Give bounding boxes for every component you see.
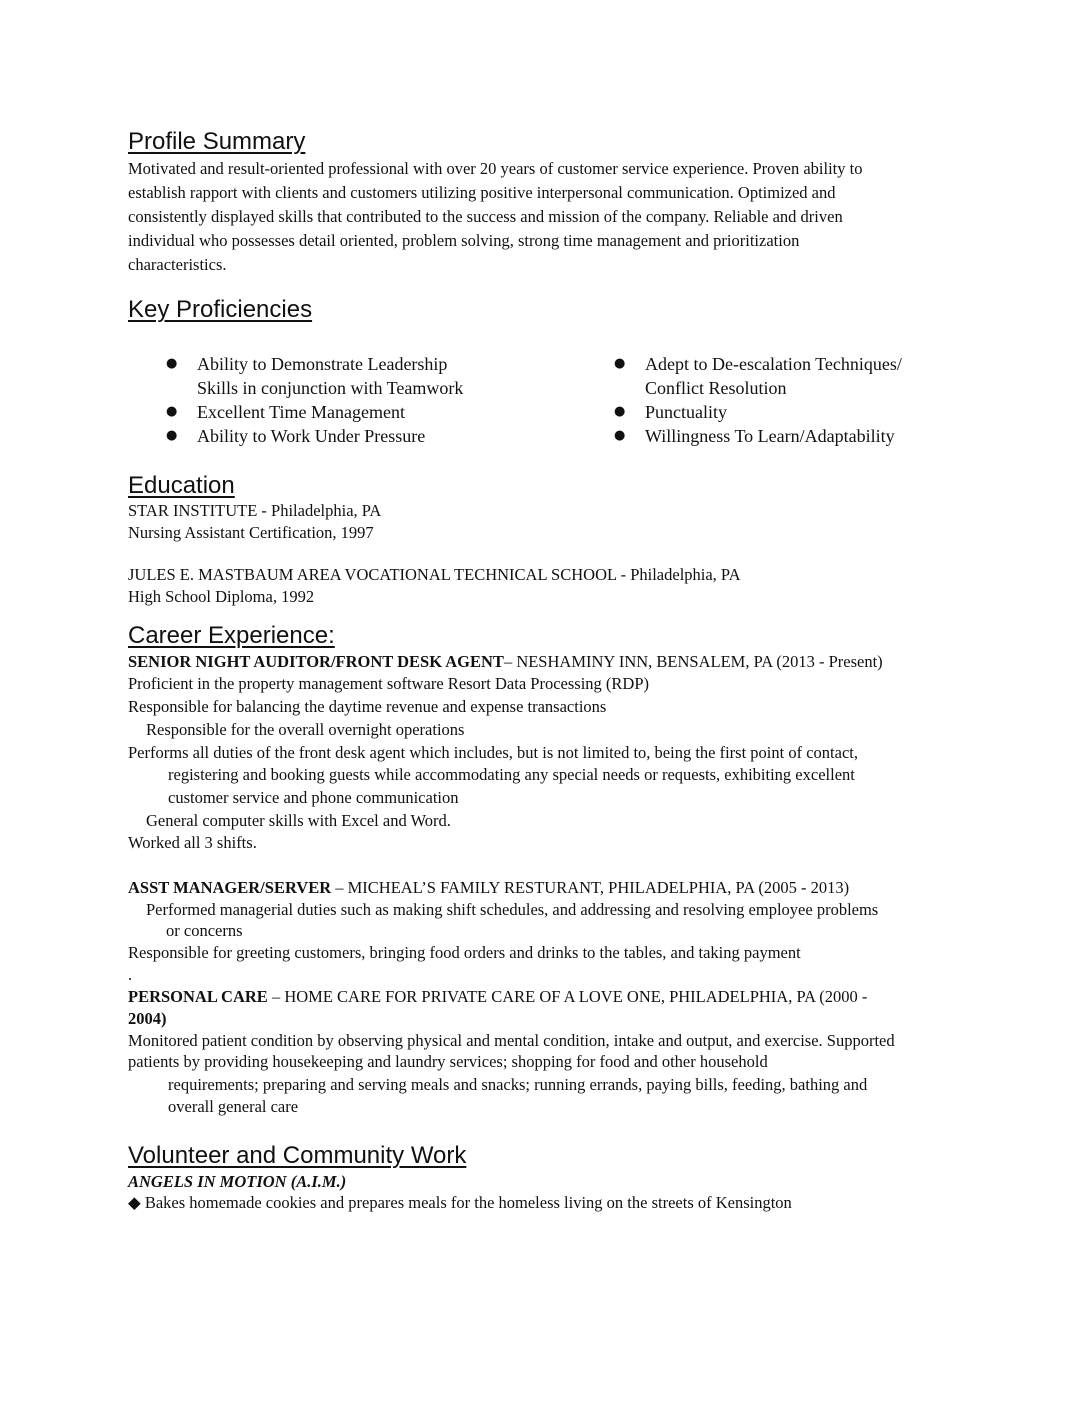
volunteer-org: ANGELS IN MOTION (A.I.M.) [128, 1172, 347, 1191]
bullet-icon: ● [166, 356, 178, 371]
job-duty-cont: registering and booking guests while accommodating any special needs or requests, exhibiting excellent [168, 765, 855, 784]
job-duty-cont: customer service and phone communication [168, 788, 459, 807]
job-employer: – HOME CARE FOR PRIVATE CARE OF A LOVE ONE, PHILADELPHIA, PA (2000 - [267, 987, 868, 1006]
job-duty: Performed managerial duties such as making shift schedules, and addressing and resolving employee problems [146, 900, 879, 919]
proficiency-item: Willingness To Learn/Adaptability [645, 426, 895, 446]
education-school-1: STAR INSTITUTE - Philadelphia, PA [128, 501, 382, 520]
job-employer: – MICHEAL’S FAMILY RESTURANT, PHILADELPHIA, PA (2005 - 2013) [331, 878, 850, 897]
bullet-icon: ● [166, 428, 178, 443]
proficiency-item: Adept to De-escalation Techniques/ [645, 354, 902, 374]
job-title: SENIOR NIGHT AUDITOR/FRONT DESK AGENT [128, 652, 504, 671]
proficiency-item-cont: Conflict Resolution [645, 378, 787, 398]
job-header [128, 651, 883, 673]
job-duty: Worked all 3 shifts. [128, 833, 257, 852]
job-duty-cont: requirements; preparing and serving meals and snacks; running errands, paying bills, feeding, bathing and [168, 1075, 868, 1094]
job-duty: Monitored patient condition by observing physical and mental condition, intake and output, and exercise. Supported [128, 1031, 895, 1050]
job-duty: Proficient in the property management software Resort Data Processing (RDP) [128, 674, 649, 693]
proficiency-item: Ability to Demonstrate Leadership [197, 354, 448, 374]
volunteer-item: ◆ Bakes homemade cookies and prepares meals for the homeless living on the streets of Kensington [128, 1193, 792, 1212]
job-title: ASST MANAGER/SERVER [128, 878, 332, 897]
stray-period: . [128, 965, 133, 984]
education-heading: Education [128, 472, 235, 499]
bullet-icon: ● [614, 428, 626, 443]
proficiency-item: Excellent Time Management [197, 402, 405, 422]
profile-summary-heading: Profile Summary [128, 128, 306, 155]
job-title: PERSONAL CARE [128, 987, 268, 1006]
job-header-cont: 2004) [128, 1009, 167, 1028]
education-cert-1: Nursing Assistant Certification, 1997 [128, 523, 374, 542]
job-duty-cont: overall general care [168, 1097, 299, 1116]
job-header [128, 877, 849, 899]
job-duty: patients by providing housekeeping and laundry services; shopping for food and other household [128, 1052, 768, 1071]
education-cert-2: High School Diploma, 1992 [128, 587, 315, 606]
bullet-icon: ● [614, 356, 626, 371]
proficiency-item: Ability to Work Under Pressure [197, 426, 426, 446]
profile-line: consistently displayed skills that contributed to the success and mission of the company. Reliable and driven [128, 207, 843, 226]
proficiency-item-cont: Skills in conjunction with Teamwork [197, 378, 464, 398]
job-header [128, 986, 867, 1008]
job-duty: Responsible for greeting customers, bringing food orders and drinks to the tables, and taking payment [128, 943, 801, 962]
profile-line: Motivated and result-oriented professional with over 20 years of customer service experience. Proven ability to [128, 159, 863, 178]
job-duty: Responsible for the overall overnight operations [146, 720, 465, 739]
bullet-icon: ● [614, 404, 626, 419]
profile-summary-text [128, 157, 958, 277]
profile-line: establish rapport with clients and customers utilizing positive interpersonal communication. Optimized and [128, 183, 836, 202]
profile-line: characteristics. [128, 255, 227, 274]
job-duty: Responsible for balancing the daytime revenue and expense transactions [128, 697, 607, 716]
bullet-icon: ● [166, 404, 178, 419]
profile-line: individual who possesses detail oriented, problem solving, strong time management and prioritization [128, 231, 800, 250]
job-duty: General computer skills with Excel and Word. [146, 811, 451, 830]
career-experience-heading: Career Experience: [128, 622, 335, 649]
education-school-2: JULES E. MASTBAUM AREA VOCATIONAL TECHNICAL SCHOOL - Philadelphia, PA [128, 565, 741, 584]
proficiency-item: Punctuality [645, 402, 727, 422]
volunteer-heading: Volunteer and Community Work [128, 1142, 467, 1169]
job-duty-cont: or concerns [166, 921, 243, 940]
job-duty: Performs all duties of the front desk agent which includes, but is not limited to, being the first point of contact, [128, 743, 858, 762]
key-proficiencies-heading: Key Proficiencies [128, 296, 313, 323]
job-employer: – NESHAMINY INN, BENSALEM, PA (2013 - Present) [503, 652, 883, 671]
